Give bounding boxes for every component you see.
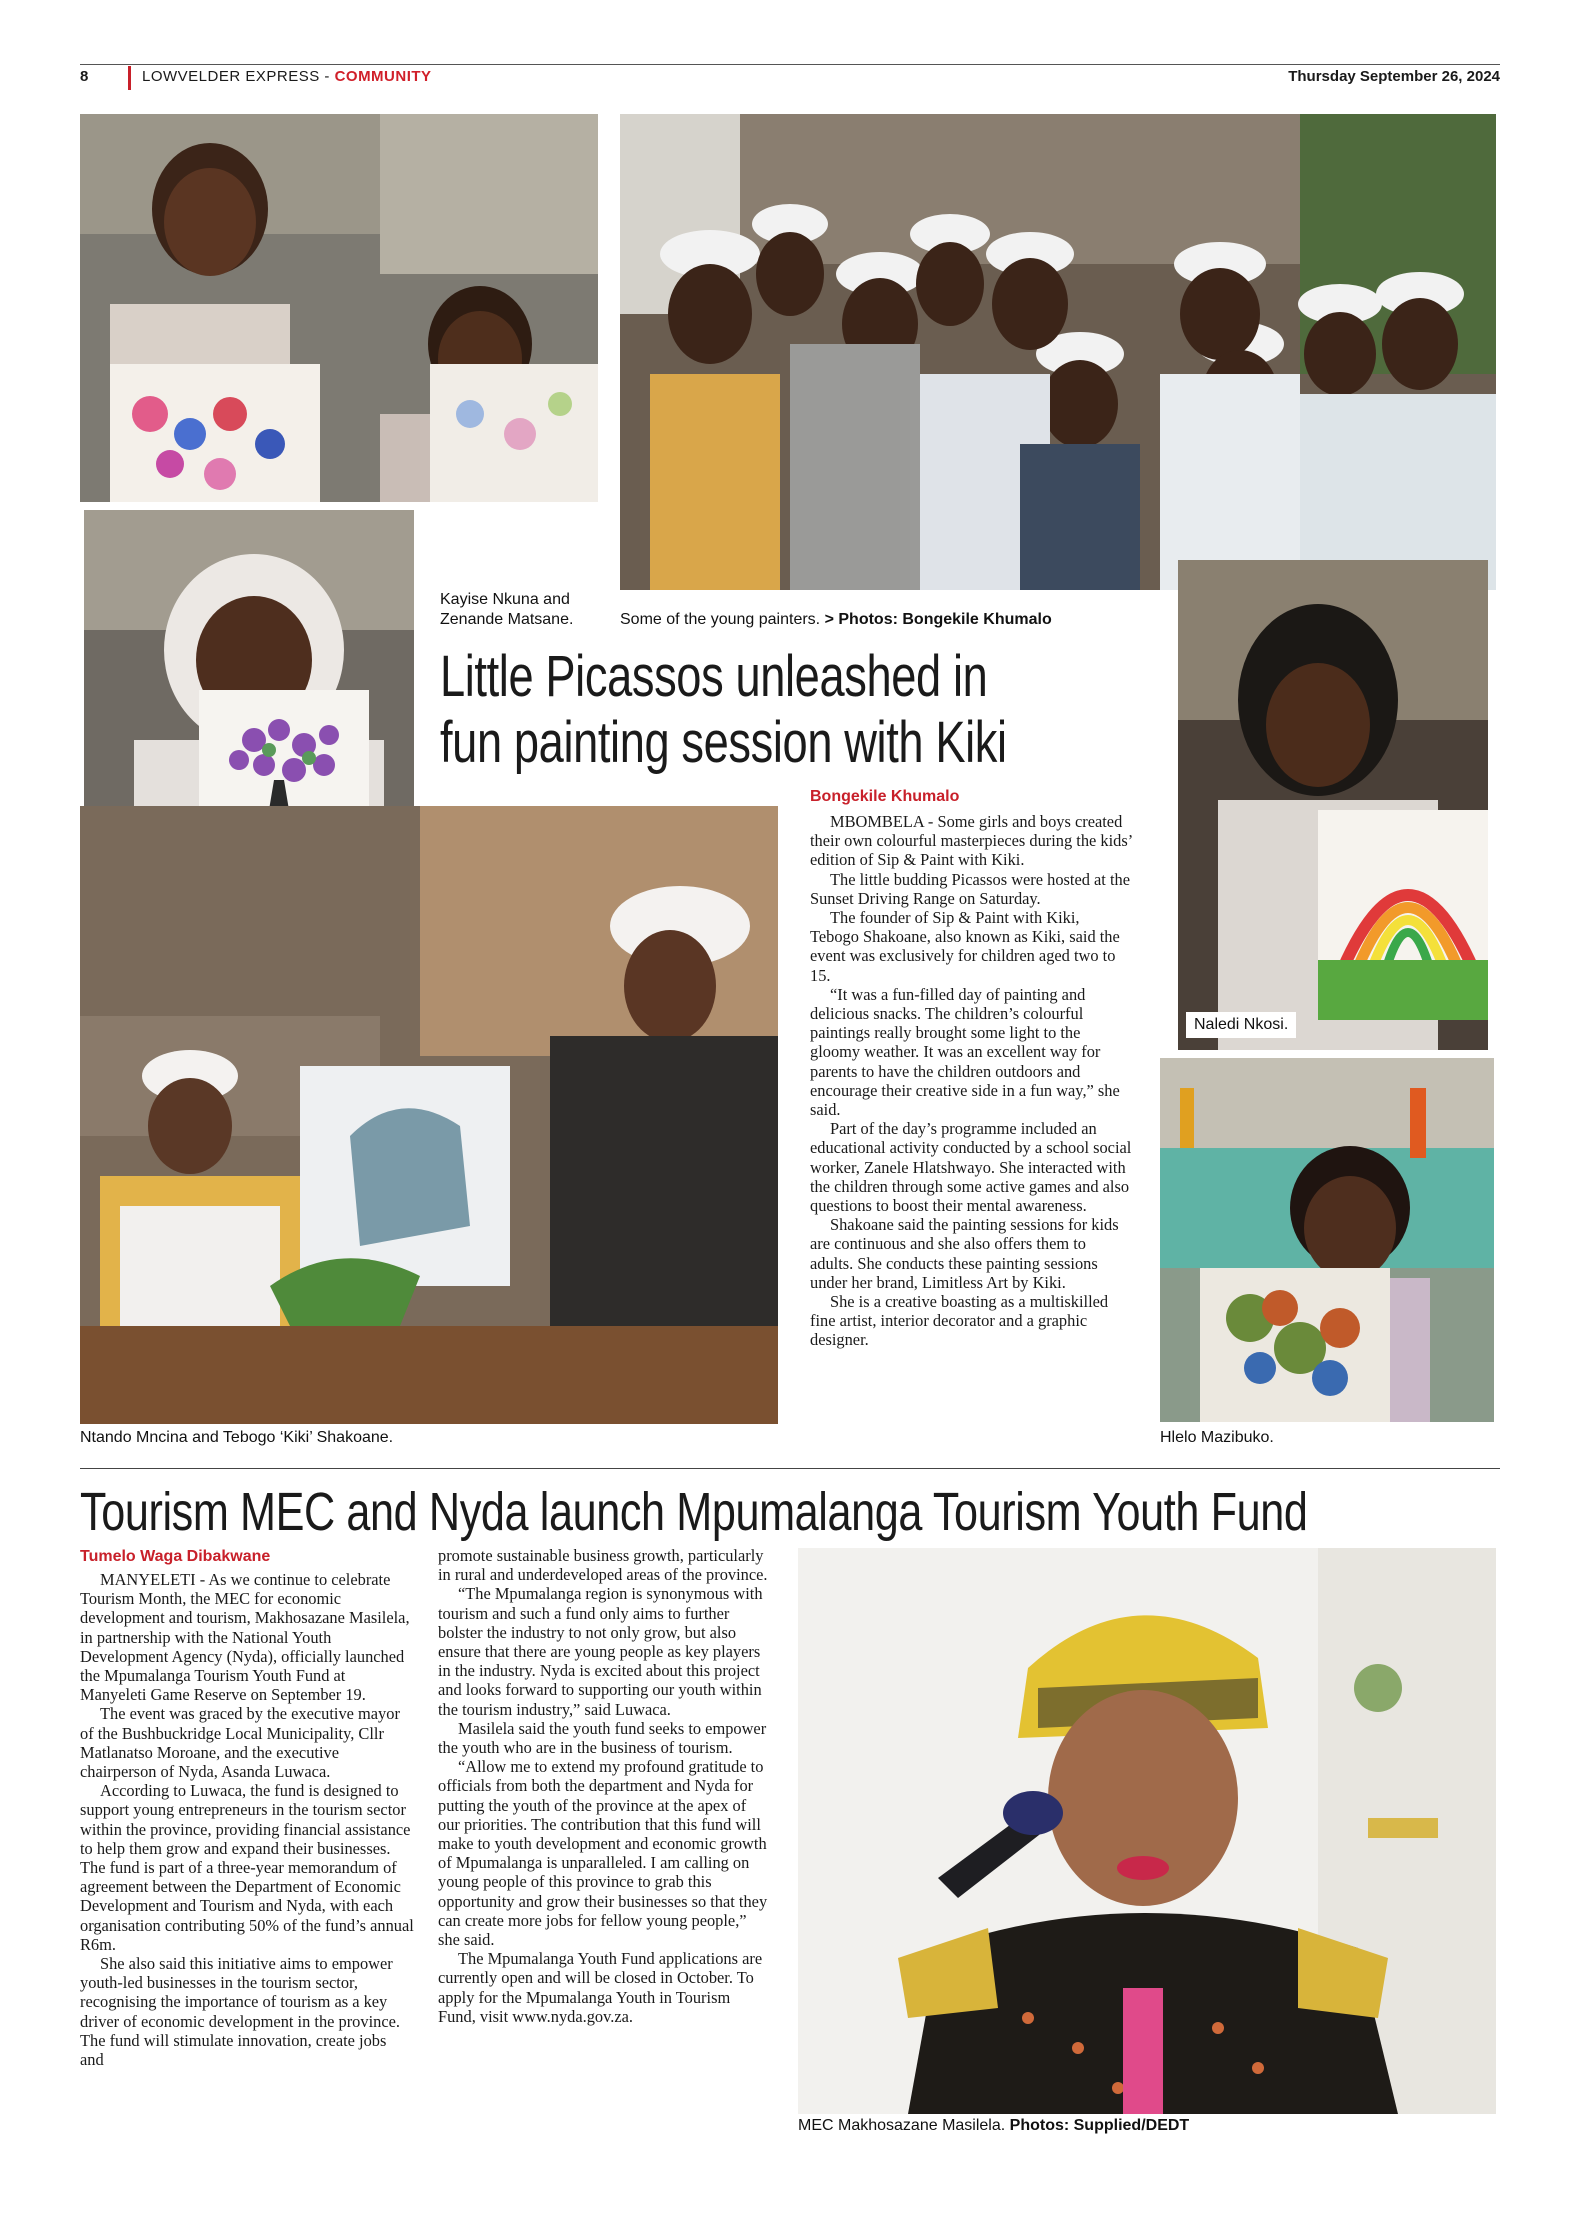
caption-young-painters-text: Some of the young painters.: [620, 611, 825, 628]
article1-paragraph: MBOMBELA - Some girls and boys created their own colourful masterpieces during the kids’ edition of Sip & Paint with Kiki.: [810, 812, 1132, 870]
article2-column2: [438, 1546, 772, 2026]
photo-hlelo: [1160, 1058, 1494, 1422]
article2-paragraph: “Allow me to extend my profound gratitude to officials from both the department and Nyda for putting the youth of the province at the apex of our priorities. The contribution that this fund will make to youth development and economic growth of Mpumalanga is unparalleled. I am calling on young people of this province to grab this opportunity and grow their businesses so that they can create more jobs for fellow young people,” she said.: [438, 1757, 768, 1950]
article2-paragraph: MANYELETI - As we continue to celebrate Tourism Month, the MEC for economic development and tourism, Makhosazane Masilela, in partnership with the National Youth Development Agency (Nyda), officially launched the Mpumalanga Tourism Youth Fund at Manyeleti Game Reserve on September 19.: [80, 1570, 410, 1705]
photo-kayise-zenande: [80, 114, 598, 502]
section-separator: [80, 1468, 1500, 1469]
article2-paragraph: According to Luwaca, the fund is designed to support young entrepreneurs in the tourism sector within the province, providing financial assistance to help them grow and expand their businesses. The fund is part of a three-year memorandum of agreement between the Department of Economic Development and Tourism and Nyda, with each organisation contributing 50% of the fund’s annual R6m.: [80, 1781, 414, 1954]
article1-paragraph: The founder of Sip & Paint with Kiki, Tebogo Shakoane, also known as Kiki, said the event was exclusively for children aged two to 15.: [810, 908, 1120, 985]
article2-paragraph: The Mpumalanga Youth Fund applications are currently open and will be closed in October. To apply for the Mpumalanga Youth in Tourism Fund, visit www.nyda.gov.za.: [438, 1949, 763, 2026]
page-number: 8: [80, 68, 89, 85]
caption-photo-credit: > Photos: Bongekile Khumalo: [824, 611, 1052, 628]
article2-paragraph: “The Mpumalanga region is synonymous with tourism and such a fund only aims to further bolster the industry to not only grow, but also ensure that there are young people as key players in the industry. Nyda is excited about this project and looks forward to supporting our youth within the tourism industry,” said Luwaca.: [438, 1584, 763, 1719]
article2-paragraph: Masilela said the youth fund seeks to empower the youth who are in the business of tourism.: [438, 1718, 767, 1758]
header-accent-bar: [128, 66, 131, 90]
photo-ntando-tebogo: [80, 806, 778, 1424]
issue-date: Thursday September 26, 2024: [1288, 68, 1500, 85]
photo-mec-masilela: [798, 1548, 1496, 2114]
section-name: COMMUNITY: [334, 68, 432, 85]
caption-naledi: Naledi Nkosi.: [1186, 1012, 1296, 1038]
article2-paragraph: The event was graced by the executive mayor of the Bushbuckridge Local Municipality, Cllr Matlanatso Moroane, and the executive chairperson of Nyda, Asanda Luwaca.: [80, 1704, 400, 1782]
publication-name: [142, 68, 432, 85]
article2-headline: Tourism MEC and Nyda launch Mpumalanga Tourism Youth Fund: [80, 1482, 1308, 1542]
caption-mec-credit: Photos: Supplied/DEDT: [1009, 2117, 1190, 2134]
caption-kayise-zenande: Kayise Nkuna and Zenande Matsane.: [440, 591, 574, 628]
article1-headline: Little Picassos unleashed in fun painting session with Kiki: [440, 644, 1007, 775]
article2-column1: [80, 1570, 414, 2069]
article1-paragraph: The little budding Picassos were hosted at the Sunset Driving Range on Saturday.: [810, 869, 1130, 908]
article1-byline: Bongekile Khumalo: [810, 788, 960, 805]
caption-mec: [798, 2116, 1498, 2136]
caption-hlelo: Hlelo Mazibuko.: [1160, 1429, 1274, 1446]
article2-paragraph: She also said this initiative aims to empower youth-led businesses in the tourism sector, recognising the importance of tourism as a key driver of economic development in the province. The fund will stimulate innovation, create jobs and: [80, 1954, 400, 2070]
article2-paragraph-continued: promote sustainable business growth, particularly in rural and underdeveloped areas of the province.: [438, 1546, 768, 1585]
article1-paragraph: Part of the day’s programme included an educational activity conducted by a school social worker, Zanele Hlatshwayo. She interacted with the children through some active games and also questions to boost their mental awareness.: [810, 1119, 1132, 1216]
photo-naledi: [1178, 560, 1488, 1050]
photo-young-painters: [620, 114, 1496, 590]
article2-byline: Tumelo Waga Dibakwane: [80, 1548, 271, 1565]
caption-mec-text: MEC Makhosazane Masilela.: [798, 2117, 1010, 2134]
header-rule: [80, 64, 1500, 65]
article1-paragraph: “It was a fun-filled day of painting and delicious snacks. The children’s colourful paintings really brought some light to the gloomy weather. It was an excellent way for parents to have the children outdoors and encourage their creative side in a fun way,” she said.: [810, 984, 1120, 1120]
publication-title: LOWVELDER EXPRESS -: [142, 68, 335, 85]
article1-paragraph: She is a creative boasting as a multiskilled fine artist, interior decorator and a graphic designer.: [810, 1292, 1109, 1350]
article1-paragraph: Shakoane said the painting sessions for kids are continuous and she also offers them to adults. She conducts these painting sessions under her brand, Limitless Art by Kiki.: [810, 1215, 1119, 1292]
caption-ntando-tebogo: Ntando Mncina and Tebogo ‘Kiki’ Shakoane.: [80, 1429, 394, 1446]
article1-body: [810, 812, 1132, 1350]
